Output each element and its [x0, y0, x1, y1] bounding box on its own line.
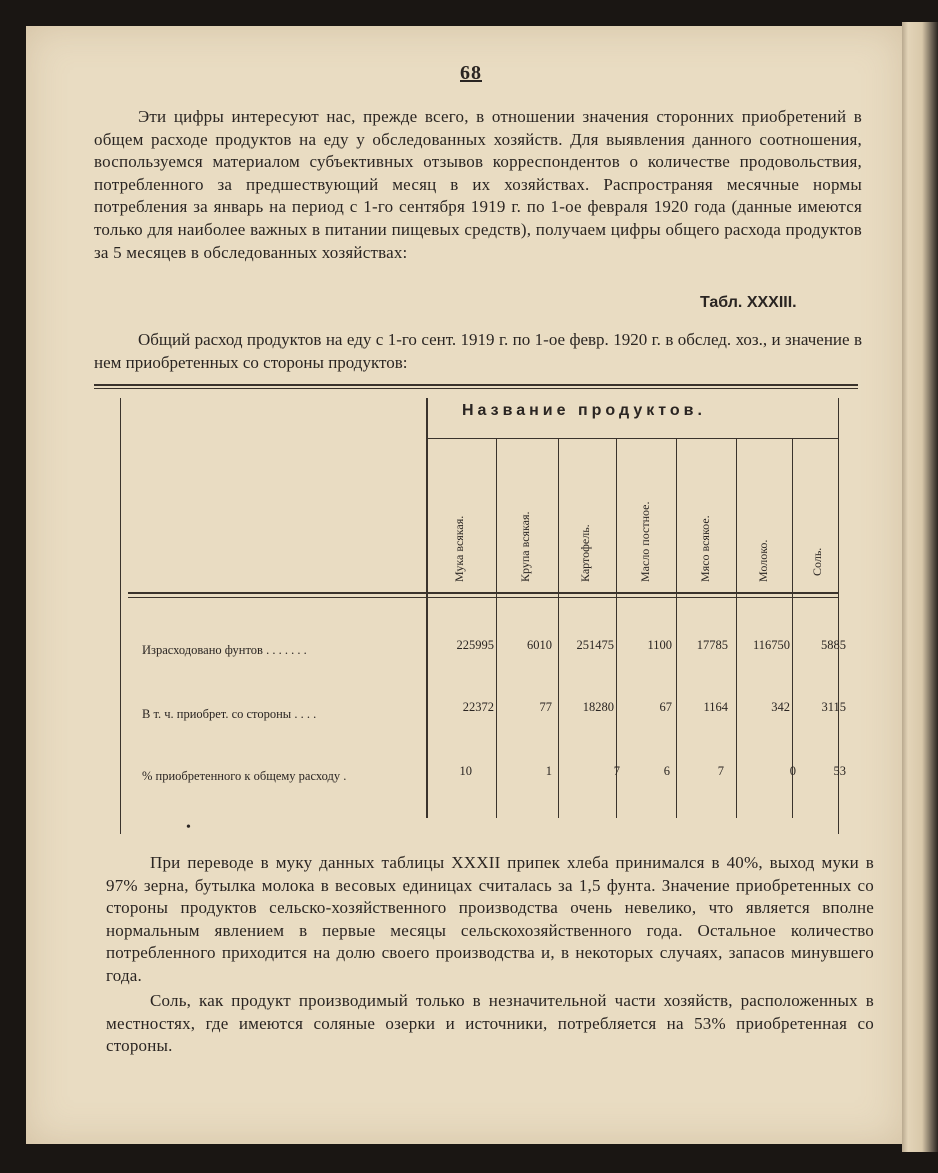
column-divider-3: [616, 438, 617, 818]
paragraph-intro: Эти цифры интересуют нас, прежде всего, в отношении значения сторонних приобретений в общем расходе продуктов на еду у обследованных хозяйств. Для выявления данного соотношения, воспользуемся материалом субъективных отзывов корреспондентов о количестве продовольствия, потребленного за предшествующий месяц в их хозяйствах. Распространяя месячные нормы потребления за январь на период с 1-го сентября 1919 г. по 1-ое февраля 1920 года (данные имеются только для наиболее важных в питании пищевых средств), получаем цифры общего расхода продуктов за 5 месяцев в обследованных хозяйствах:: [94, 107, 862, 262]
cell-total-salt: 5885: [821, 638, 846, 652]
cell-total-milk: 116750: [752, 638, 790, 652]
cell-acquired-potatoes: 18280: [582, 700, 614, 714]
column-divider-2: [558, 438, 559, 818]
adjacent-page-edge: [902, 22, 938, 1152]
column-header-potatoes: Картофель.: [578, 524, 592, 582]
cell-percent-oil: 6: [663, 764, 670, 778]
cell-percent-groats: 1: [545, 764, 552, 778]
header-bottom-rule: [128, 592, 838, 594]
column-header-oil: Масло постное.: [638, 501, 652, 582]
column-header-meat: Мясо всякое.: [698, 515, 712, 582]
cell-percent-salt: 53: [833, 764, 846, 778]
cell-total-flour: 225995: [456, 638, 494, 652]
table-label-column-border: [426, 398, 428, 818]
table-caption: Общий расход продуктов на еду с 1-го сент. 1919 г. по 1-ое февр. 1920 г. в обслед. хоз., и значение в нем приобретенных со стороны продуктов:: [94, 330, 862, 372]
page-number: 68: [460, 62, 482, 84]
cell-acquired-milk: 342: [771, 700, 790, 714]
cell-acquired-meat: 1164: [703, 700, 728, 714]
paragraph-notes: При переводе в муку данных таблицы XXXII припек хлеба принимался в 40%, выход муки в 97% зерна, бутылка молока в весовых единицах считалась за 1,5 фунта. Значение приобретенных со стороны продуктов сельско-хозяйственного производства очень невелико, что является вполне нормальным явлением в первые месяцы сельскохозяйственного года. Остальное количество потребленного приходится на долю своего производства и, в некоторых случаях, запасов минувшего года.: [106, 853, 874, 985]
column-header-flour: Мука всякая.: [452, 515, 466, 582]
cell-percent-milk: 0: [789, 764, 796, 778]
cell-percent-flour: 10: [459, 764, 472, 778]
column-divider-6: [792, 438, 793, 818]
cell-total-potatoes: 251475: [576, 638, 614, 652]
column-header-groats: Крупа всякая.: [518, 511, 532, 582]
header-title-rule: [428, 438, 838, 439]
paragraph-salt: Соль, как продукт производимый только в незначительной части хозяйств, расположенных в местностях, где имеются соляные озерки и источники, потребляется на 53% приобретенная со стороны.: [106, 991, 874, 1056]
row-label-percent: % приобретенного к общему расходу .: [142, 769, 347, 783]
cell-acquired-flour: 22372: [462, 700, 494, 714]
column-divider-4: [676, 438, 677, 818]
table-header-title: Название продуктов.: [462, 402, 706, 419]
table-label: Табл. XXXIII.: [700, 294, 797, 311]
cell-total-meat: 17785: [696, 638, 728, 652]
column-divider-1: [496, 438, 497, 818]
cell-percent-meat: 7: [717, 764, 724, 778]
table-top-rule: [94, 384, 858, 386]
column-header-milk: Молоко.: [756, 539, 770, 582]
table-left-border: [120, 398, 121, 834]
column-header-salt: Соль.: [810, 547, 824, 576]
cell-percent-potatoes: 7: [613, 764, 620, 778]
row-label-total: Израсходовано фунтов . . . . . . .: [142, 643, 307, 657]
cell-total-groats: 6010: [527, 638, 552, 652]
cell-acquired-oil: 67: [659, 700, 672, 714]
column-divider-5: [736, 438, 737, 818]
table-top-rule-2: [94, 388, 858, 389]
cell-acquired-groats: 77: [539, 700, 552, 714]
row-label-acquired: В т. ч. приобрет. со стороны . . . .: [142, 707, 317, 721]
cell-acquired-salt: 3115: [821, 700, 846, 714]
header-bottom-rule-2: [128, 597, 838, 598]
cell-total-oil: 1100: [647, 638, 672, 652]
ink-dot: •: [186, 820, 191, 835]
